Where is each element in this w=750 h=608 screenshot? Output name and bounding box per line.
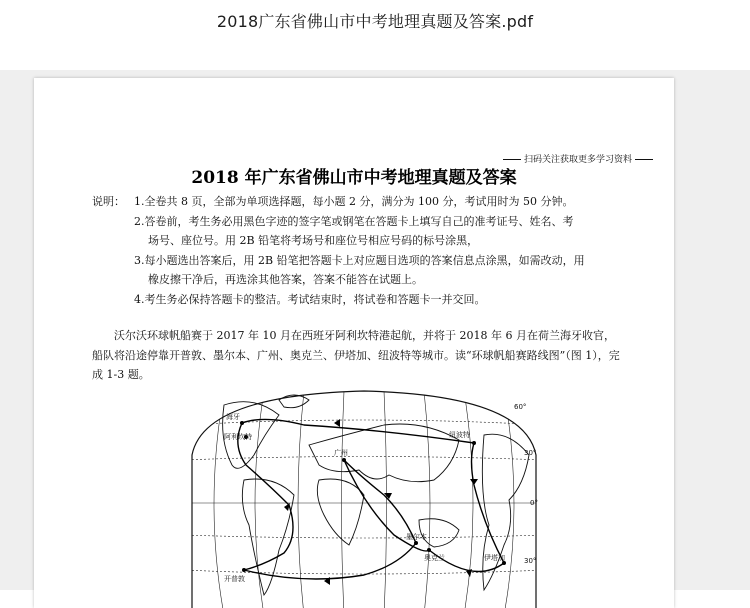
question-intro: 沃尔沃环球帆船赛于 2017 年 10 月在西班牙阿利坎特港起航，并将于 2018 年 6 月在荷兰海牙收官，船队将沿途停靠开普敦、墨尔本、广州、奥克兰、伊塔加、纽波特等城市。读“环球帆船赛路线图”（图 1），完成 1-3 题。 (92, 329, 620, 381)
title-bar (0, 0, 750, 70)
label-haiya: 海牙 (226, 413, 240, 421)
instruction-text: 1.全卷共 8 页，全部为单项选择题，每小题 2 分，满分为 100 分，考试用时为 50 分钟。 (134, 195, 574, 208)
instruction-line (92, 192, 632, 212)
label-alicante: 阿利坎特 (224, 433, 252, 441)
label-lat-30s: 30° (524, 557, 537, 565)
instructions (92, 192, 632, 309)
instruction-text: 4.考生务必保持答题卡的整洁。考试结束时，将试卷和答题卡一并交回。 (134, 292, 486, 306)
label-lat-60: 60° (514, 403, 527, 411)
label-lat-0: 0° (530, 499, 538, 507)
label-auckland: 奥克兰 (424, 554, 445, 562)
document-title: 2018 年广东省佛山市中考地理真题及答案 (191, 168, 517, 188)
label-lat-30n: 30° (524, 449, 537, 457)
route-map (184, 385, 544, 608)
label-newport: 纽波特 (449, 431, 470, 439)
document-filename: 2018广东省佛山市中考地理真题及答案.pdf (216, 12, 534, 31)
divider (635, 159, 653, 160)
divider (503, 159, 521, 160)
instruction-text: 橡皮擦干净后，再选涂其他答案，答案不能答在试题上。 (148, 273, 423, 286)
instruction-text: 场号、座位号。用 2B 铅笔将考场号和座位号相应号码的标号涂黑， (148, 234, 479, 247)
instruction-line (92, 212, 632, 232)
label-guangzhou: 广州 (334, 449, 348, 457)
label-melbourne: 墨尔本 (406, 533, 427, 541)
scan-note-text: 扫码关注获取更多学习资料 (523, 155, 632, 165)
instruction-line (92, 251, 632, 271)
instruction-line (92, 290, 632, 310)
pdf-viewer-area[interactable] (0, 70, 750, 590)
label-itajai: 伊塔加 (484, 554, 505, 562)
map-land (223, 395, 529, 595)
instruction-text: 3.每小题选出答案后，用 2B 铅笔把答题卡上对应题目选项的答案信息点涂黑，如需改动，用 (134, 253, 585, 267)
instruction-text: 2.答卷前，考生务必用黑色字迹的签字笔或钢笔在答题卡上填写自己的准考证号、姓名、考 (134, 214, 574, 228)
pdf-page (34, 78, 674, 608)
instructions-label: 说明： (92, 195, 125, 208)
label-capetown: 开普敦 (224, 575, 245, 583)
